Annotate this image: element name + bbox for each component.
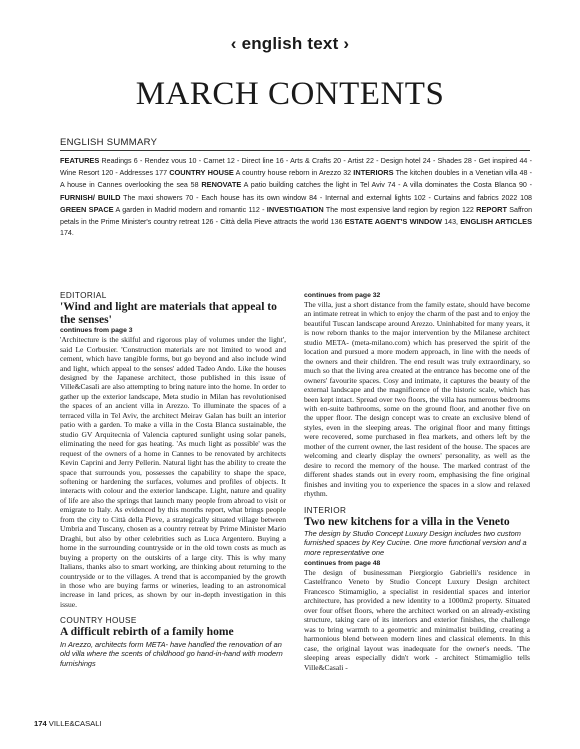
- summary-items: A country house reborn in Arezzo 32: [233, 169, 354, 178]
- interior-lede: The design by Studio Concept Luxury Design includes two custom furnished spaces by Key Cucine. One more functional version and a more representative one: [304, 529, 527, 557]
- summary-label: INTERIORS: [353, 168, 394, 178]
- country-section-label: COUNTRY HOUSE: [60, 616, 137, 626]
- summary-label: GREEN SPACE: [60, 204, 114, 214]
- right-column: [304, 291, 530, 672]
- summary-heading: ENGLISH SUMMARY: [60, 137, 158, 148]
- summary-label: ENGLISH ARTICLES: [460, 217, 533, 227]
- summary-divider: [60, 150, 530, 151]
- summary-items: A garden in Madrid modern and romantic 112 -: [113, 205, 267, 214]
- summary-items: The kitchen doubles in a Venetian villa 48 - A house in Cannes overlooking the sea 58: [60, 169, 532, 190]
- summary-items: 143,: [442, 218, 461, 227]
- summary-items: A patio building catches the light in Tel Aviv 74 - A villa dominates the Costa Blanca 90 -: [241, 181, 532, 190]
- summary-label: FEATURES: [60, 156, 100, 165]
- country-body: The villa, just a short distance from the family estate, should have become an intimate retreat in which to enjoy the charm of the past and to enjoy the beautiful Tuscan landscape around Arezzo. Uninhabited for many years, it is now reborn thanks to the major intervention by the Milanese architect studio META- (meta-milano.com) which has preserved the spirit of the location and pursued a more modern approach, in line with the needs of the owners and their children. The end result was truly extraordinary, so much so that the living area created at the entrance has become one of the owners' favourite spaces. Cosy and intimate, it captures the beauty of the external landscape and the magnificence of the historic scale, which has been kept intact. Spread over two floors, the villa has numerous bedrooms with en-suite bathrooms, some on the ground floor, and another five on the upper floor. The design concept was to create an exclusive blend of styles, even in the sleeping areas. The original floor and many fittings were recovered, some purchased in flea markets, and others left by the mother of the current owner, the last resident of the house. The spaces are welcoming and clearly display the owners' personality, as well as the desire to record the memory of the house. The marked contrast of the different shades stands out in every room, emphasising the fine original finishes and inviting you to experience the spaces in a slow and relaxed rhythm.: [304, 300, 530, 499]
- summary-label: FURNISH/ BUILD: [60, 192, 121, 202]
- page-folio: [34, 719, 102, 728]
- summary-text: [60, 155, 532, 239]
- country-continues: continues from page 32: [304, 292, 381, 299]
- interior-section-label: INTERIOR: [304, 505, 347, 515]
- left-column: [60, 291, 286, 670]
- page-title: MARCH CONTENTS: [135, 76, 445, 112]
- summary-label: INVESTIGATION: [266, 204, 324, 214]
- summary-items: Readings 6 - Rendez vous 10 - Carnet 12 - Direct line 16 - Arts & Crafts 20 - Artist 22 - Design hotel 24 - Shades 28 - Get inspired 44 - Wine Resort 120 - Addresses 177: [60, 157, 532, 178]
- summary-items: The most expensive land region by region 122: [323, 205, 477, 214]
- summary-items: The maxi showers 70 - Each house has its own window 84 - Internal and external lights 102 - Curtains and fabrics 2022 108: [120, 193, 532, 202]
- section-kicker: ‹ english text ›: [230, 34, 350, 53]
- page-number: 174: [34, 719, 47, 728]
- country-lede: In Arezzo, architects form META- have handled the renovation of an old villa where the scents of childhood go hand-in-hand with modern furnishings: [60, 639, 283, 668]
- editorial-continues: continues from page 3: [60, 327, 133, 335]
- editorial-section-label: EDITORIAL: [60, 291, 107, 300]
- magazine-name: VILLE&CASALI: [48, 719, 102, 728]
- editorial-body: 'Architecture is the skilful and rigorous play of volumes under the light', said Le Corbusier. 'Construction materials are not limited to wood and cement, which have tangible forms, but go beyond and also include wind and light, which appeal to the senses' added Tadeo Ando. Like the houses designed by the Japanese architect, those published in this issue of Ville&Casali are also attempting to bring nature into the home. In order to gather up the exterior landscape, Meta studio in Milan has revolutionised the spaces of an ancient villa in Arezzo. To illuminate the spaces of a terraced villa in Tel Aviv, the architect Meirav Galan has built an interior patio with a garden. To make a villa in the Costa Blanca sustainable, the studio GV Arquitecnia of Valencia captured sunlight using solar panels, eliminating the need for gas heating. 'As much light as possible' was the request of the owners of a home in Cannes to be renovated by architects Kevin Caprini and Jerry Pellerin. Natural light has the ability to create the space that surrounds you, possesses the capability to shape the space, softening or hardening the surfaces, volumes and profiles of objects. It interacts with colour and the exterior landscape. Light, nature and quality of life are also the springs that launch many people from abroad to visit or emigrate to Italy. As evidenced by this months report, what brings people from the city to Città della Pieve, a strategically situated village between Umbria and Tuscany, chosen as a country retreat by Prime Minister Mario Draghi, but also by other celebrities such as Luca Argentero. Buying a home in the surrounding countryside or in the old town costs as much as buying a property on the outskirts of a large city. This is why many Italians, thanks also to smart working, are thinking about returning to the countryside or to the villages. A trend that is accompanied by the growth in those who are buying farms or wineries, leading to an astronomical increase in land prices, as shown by our in-depth investigation in this issue.: [60, 335, 286, 609]
- summary-label: ESTATE AGENT'S WINDOW: [344, 217, 443, 227]
- summary-label: RENOVATE: [201, 180, 242, 190]
- summary-label: COUNTRY HOUSE: [169, 168, 234, 178]
- country-title: A difficult rebirth of a family home: [60, 625, 234, 639]
- summary-items: Saffron petals in the Prime Minister's country retreat 126 - Città della Pieve attracts the world 136: [60, 205, 533, 227]
- summary-label: REPORT: [476, 204, 507, 214]
- interior-body: The design of businessman Piergiorgio Gabrielli's residence in Castelfranco Veneto by Studio Concept Luxury Design architect Francesco Stimamiglio, a specialist in residential spaces and interior architecture, has provided a new identity to a 1000m2 property. Situated over four offset floors, where the architect worked on an already-existing structure, taking care of its interiors and exterior finishes, the challenge was to bring warmth to a geometric and minimalist building, creating a harmonious blend between modern lines and classical elements. In this case, the original layout was inadequate for the owner's needs. 'The sleeping areas especially didn't work - architect Stimamiglio tells Ville&Casali -: [304, 568, 530, 672]
- summary-items: 174.: [60, 229, 74, 238]
- editorial-title: 'Wind and light are materials that appeal to the senses': [60, 300, 277, 326]
- interior-continues: continues from page 48: [304, 560, 381, 567]
- interior-title: Two new kitchens for a villa in the Veneto: [304, 514, 510, 528]
